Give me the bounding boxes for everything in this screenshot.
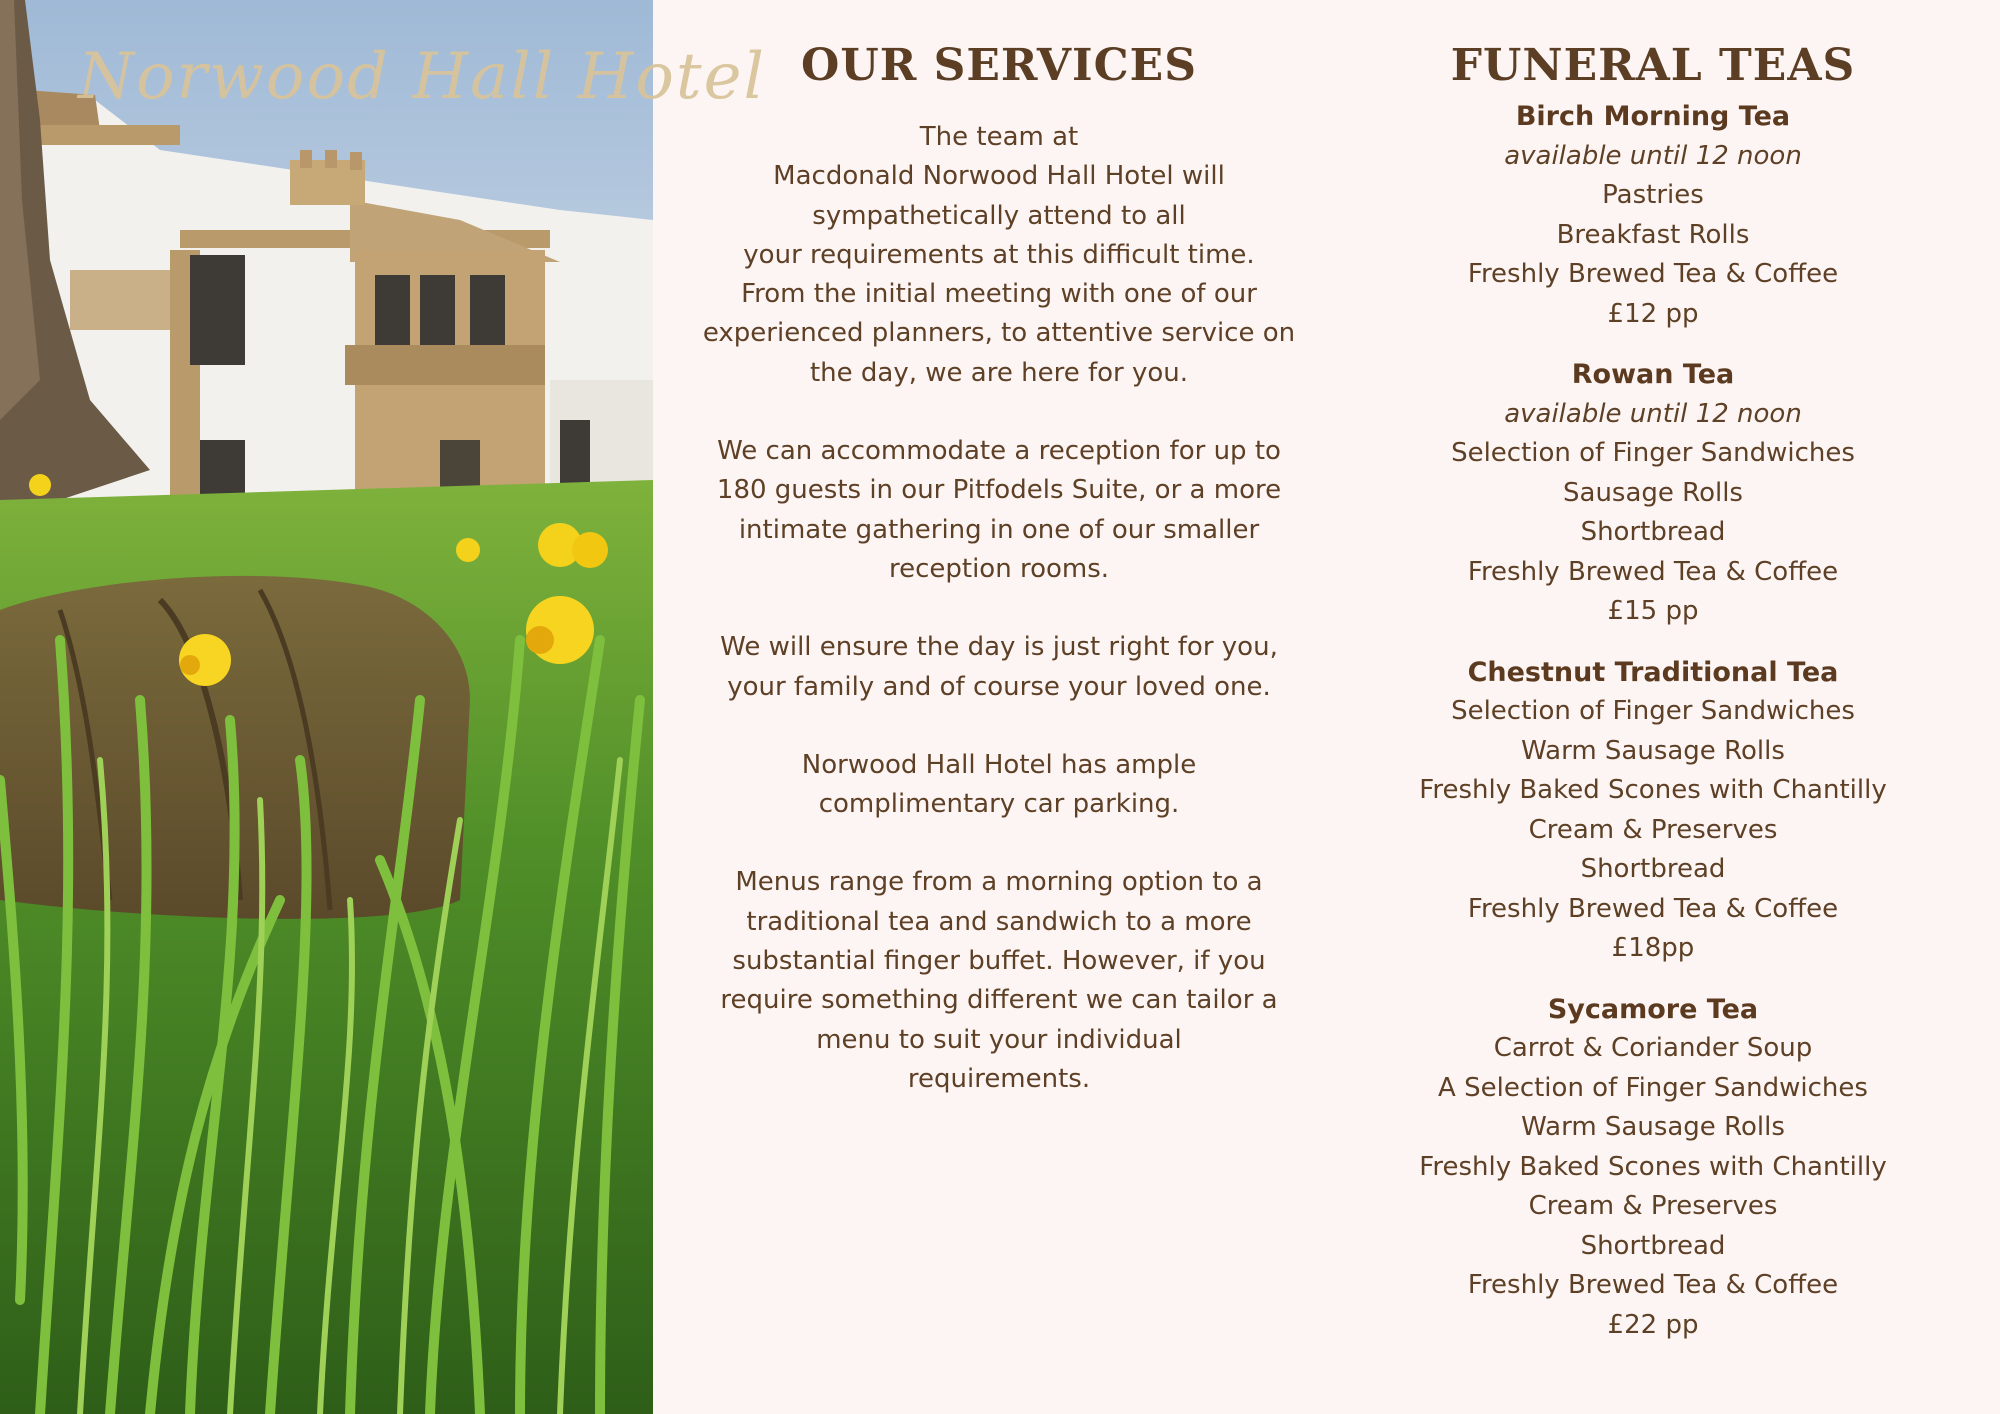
services-line: your family and of course your loved one. [727, 671, 1271, 702]
tea-menu-item: Freshly Brewed Tea & Coffee [1467, 556, 1839, 587]
services-paragraph [683, 863, 1315, 1099]
tea-availability-note: available until 12 noon [1504, 140, 1802, 171]
services-line: From the initial meeting with one of our [741, 279, 1257, 310]
services-line: sympathetically attend to all [812, 200, 1186, 231]
tea-price: £22 pp [1607, 1309, 1699, 1340]
tea-menu-item: Freshly Baked Scones with Chantilly [1419, 1151, 1887, 1182]
tea-menu-item: Freshly Brewed Tea & Coffee [1467, 259, 1839, 289]
services-paragraph [683, 118, 1315, 393]
services-line: The team at [919, 122, 1079, 152]
services-line: require something different we can tailor a [720, 985, 1278, 1016]
services-line: complimentary car parking. [818, 789, 1180, 820]
services-paragraph [683, 746, 1315, 825]
services-body [683, 118, 1315, 1099]
services-line: Norwood Hall Hotel has ample [801, 749, 1197, 780]
services-line: We will ensure the day is just right for you, [720, 632, 1278, 663]
tea-menu-item: Warm Sausage Rolls [1521, 1112, 1785, 1142]
tea-menu-item: Breakfast Rolls [1556, 219, 1750, 250]
services-line: reception rooms. [888, 553, 1110, 584]
services-line: traditional tea and sandwich to a more [746, 906, 1252, 937]
services-paragraph [683, 432, 1315, 589]
funeral-teas-heading: FUNERAL TEAS [1450, 40, 1856, 91]
services-line: menu to suit your individual [816, 1024, 1182, 1055]
services-line: experienced planners, to attentive service on [702, 318, 1296, 349]
tea-menu-item: Sausage Rolls [1563, 477, 1743, 508]
funeral-teas-column [1387, 0, 1919, 1366]
services-line: We can accommodate a reception for up to [717, 436, 1281, 467]
tea-price: £18pp [1611, 933, 1695, 963]
tea-menu-item: Freshly Brewed Tea & Coffee [1467, 893, 1839, 924]
tea-menu-item: Selection of Finger Sandwiches [1451, 696, 1855, 726]
services-line: Macdonald Norwood Hall Hotel will [773, 161, 1225, 192]
tea-menu-item: Freshly Brewed Tea & Coffee [1467, 1270, 1839, 1300]
services-line: intimate gathering in one of our smaller [738, 514, 1260, 545]
funeral-teas-menu [1387, 97, 1919, 1345]
services-line: your requirements at this difficult time. [743, 239, 1255, 270]
tea-name: Chestnut Traditional Tea [1467, 656, 1839, 688]
tea-availability-note: available until 12 noon [1504, 398, 1802, 429]
services-line: Menus range from a morning option to a [735, 867, 1263, 898]
tea-package [1387, 653, 1919, 969]
tea-menu-item: Pastries [1602, 180, 1704, 210]
services-line: requirements. [907, 1063, 1091, 1094]
hotel-photo [0, 0, 766, 1414]
tea-menu-item: Warm Sausage Rolls [1521, 735, 1785, 766]
services-heading: OUR SERVICES [801, 40, 1197, 91]
tea-package [1387, 97, 1919, 334]
hotel-script-title: Norwood Hall Hotel [78, 40, 766, 114]
services-line: the day, we are here for you. [809, 357, 1189, 388]
tea-menu-item: Carrot & Coriander Soup [1493, 1033, 1813, 1063]
tea-name: Birch Morning Tea [1515, 101, 1791, 132]
services-paragraph [683, 628, 1315, 707]
services-column [683, 0, 1315, 1138]
tea-price: £15 pp [1607, 596, 1699, 626]
tea-menu-item: Freshly Baked Scones with Chantilly [1419, 775, 1887, 805]
tea-menu-item: Cream & Preserves [1528, 1191, 1778, 1221]
tea-menu-item: A Selection of Finger Sandwiches [1438, 1072, 1868, 1103]
services-line: substantial finger buffet. However, if you [732, 946, 1266, 977]
tea-name: Rowan Tea [1571, 359, 1735, 390]
services-line: 180 guests in our Pitfodels Suite, or a more [716, 475, 1282, 506]
tea-menu-item: Cream & Preserves [1528, 814, 1778, 845]
tea-price: £12 pp [1607, 298, 1699, 329]
tea-menu-item: Shortbread [1580, 854, 1726, 884]
tea-menu-item: Shortbread [1580, 517, 1726, 547]
tea-package [1387, 990, 1919, 1346]
tea-name: Sycamore Tea [1547, 993, 1759, 1025]
tea-menu-item: Shortbread [1580, 1230, 1726, 1261]
tea-package [1387, 355, 1919, 632]
hotel-garden-illustration [0, 0, 766, 1414]
tea-menu-item: Selection of Finger Sandwiches [1451, 438, 1855, 468]
